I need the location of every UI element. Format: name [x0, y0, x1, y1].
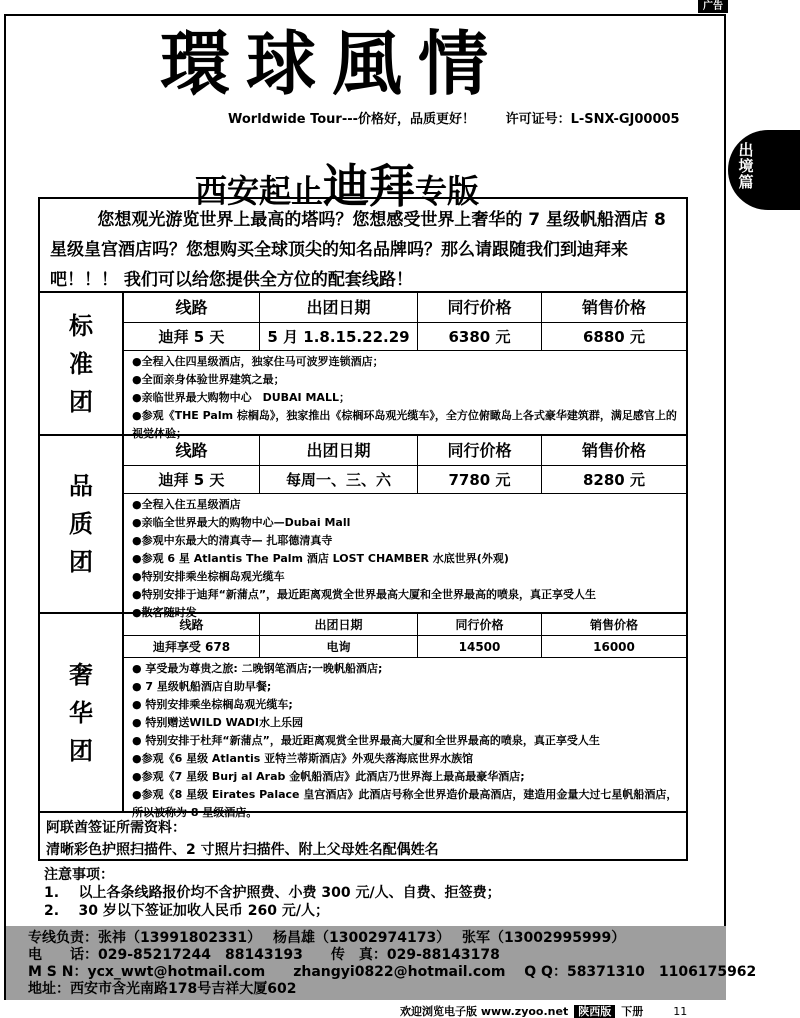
- brand-logo: 環球風情: [160, 22, 504, 105]
- group-label: 奢 华 团: [40, 614, 124, 811]
- page-footer: [400, 1003, 687, 1018]
- section-tab-char: 境: [738, 157, 754, 175]
- section-tab: [728, 130, 800, 210]
- list-item: ●特别安排于迪拜“新蒲点”，最近距离观赏全世界最高大厦和全世界最高的喷泉，真正享受人生: [132, 588, 597, 601]
- table-header: 线路 出团日期 同行价格 销售价格: [124, 293, 686, 323]
- notes-title: 注意事项：: [44, 867, 114, 883]
- page-number: 11: [673, 1005, 688, 1018]
- bullet-list: [132, 660, 678, 822]
- list-item: ●参观《THE Palm 棕榈岛》，独家推出《棕榈环岛观光缆车》，全方位俯瞰岛上各式豪华建筑群，满足感官上的视觉体验；: [132, 409, 677, 440]
- list-item: ●参观《8 星级 Eirates Palace 皇宫酒店》此酒店号称全世界造价最高酒店，建造用金量大过七星帆船酒店，所以被称为 8 星级酒店。: [132, 788, 678, 819]
- contact-msn-qq: M S N：ycx_wwt@hotmail.com zhangyi0822@hotmail.com Q Q：58371310 1106175962: [28, 964, 757, 980]
- notes: [44, 866, 501, 920]
- itinerary-box: [38, 197, 688, 861]
- table-header: 线路 出团日期 同行价格 销售价格: [124, 436, 686, 466]
- list-item: ●参观《6 星级 Atlantis 亚特兰蒂斯酒店》外观失落海底世界水族馆: [132, 752, 474, 765]
- license-number: 许可证号：L-SNX-GJ00005: [505, 112, 680, 127]
- slogan: Worldwide Tour---价格好，品质更好！: [228, 112, 476, 127]
- list-item: ● 7 星级帆船酒店自助早餐;: [132, 680, 272, 693]
- table-row: 迪拜 5 天 每周一、三、六 7780 元 8280 元: [124, 466, 686, 494]
- list-item: ● 特别安排乘坐棕榈岛观光缆车;: [132, 698, 293, 711]
- contact-address: 地址：西安市含光南路178号吉祥大厦602: [28, 981, 297, 997]
- table-row: 迪拜享受 678 电询 14500 16000: [124, 636, 686, 658]
- list-item: ●特别安排乘坐棕榈岛观光缆车: [132, 570, 285, 583]
- section-tab-char: 篇: [738, 173, 754, 191]
- headline-dubai: 迪拜: [323, 159, 416, 213]
- list-item: 1. 以上各条线路报价均不含护照费、小费 300 元/人、自费、拒签费；: [44, 885, 501, 901]
- contact-phone: 电 话：029-85217244 88143193 传 真：029-88143178: [28, 947, 500, 963]
- visa-requirements: [40, 811, 686, 865]
- group-quality: [40, 434, 686, 619]
- section-tab-char: 出: [738, 141, 754, 159]
- list-item: ● 特别赠送WILD WADI水上乐园: [132, 716, 303, 729]
- list-item: ●亲临全世界最大的购物中心—Dubai Mall: [132, 516, 351, 529]
- list-item: ●参观中东最大的清真寺— 扎耶德清真寺: [132, 534, 333, 547]
- contact-managers: 专线负责：张祎（13991802331） 杨昌雄（13002974173） 张军（13002995999）: [28, 930, 626, 946]
- bullet-list: [132, 353, 678, 443]
- visa-title: 阿联酋签证所需资料：: [46, 820, 186, 836]
- ad-tag: 广告: [698, 0, 728, 13]
- headline-pre: 西安起止: [195, 172, 324, 210]
- footer-site: 欢迎浏览电子版 www.zyoo.net: [400, 1005, 569, 1018]
- group-label: 标 准 团: [40, 293, 124, 434]
- bullet-list: [132, 496, 678, 622]
- group-standard: [40, 291, 686, 440]
- list-item: ●散客随时发: [132, 606, 197, 619]
- footer-edition: 陕西版: [574, 1005, 615, 1018]
- table-row: 迪拜 5 天 5 月 1.8.15.22.29 6380 元 6880 元: [124, 323, 686, 351]
- list-item: ●参观《7 星级 Burj al Arab 金帆船酒店》此酒店乃世界海上最高最豪华酒店;: [132, 770, 525, 783]
- list-item: ●全程入住五星级酒店: [132, 498, 241, 511]
- list-item: ●全程入住四星级酒店，独家住马可波罗连锁酒店；: [132, 355, 384, 368]
- visa-text: 清晰彩色护照扫描件、2 寸照片扫描件、附上父母姓名配偶姓名: [46, 842, 439, 858]
- group-label: 品 质 团: [40, 436, 124, 612]
- intro-paragraph: 您想观光游览世界上最高的塔吗？您想感受世界上奢华的 7 星级帆船酒店 8 星级皇宫酒店吗？您想购买全球顶尖的知名品牌吗？那么请跟随我们到迪拜来吧！！！ 我们可以给您提供全方位的配套线路！: [50, 210, 672, 290]
- list-item: 2. 30 岁以下签证加收人民币 260 元/人；: [44, 903, 329, 919]
- slogan-row: [228, 108, 680, 127]
- list-item: ●参观 6 星 Atlantis The Palm 酒店 LOST CHAMBER 水底世界(外观): [132, 552, 509, 565]
- table-header: 线路 出团日期 同行价格 销售价格: [124, 614, 686, 636]
- group-luxury: [40, 612, 686, 819]
- contact-info: [6, 926, 757, 1000]
- list-item: ●全面亲身体验世界建筑之最；: [132, 373, 285, 386]
- list-item: ●亲临世界最大购物中心 DUBAI MALL；: [132, 391, 350, 404]
- list-item: ● 特别安排于杜拜“新蒲点”，最近距离观赏全世界最高大厦和全世界最高的喷泉，真正享受人生: [132, 734, 600, 747]
- list-item: ● 享受最为尊贵之旅: 二晚钢笔酒店;一晚帆船酒店;: [132, 662, 383, 675]
- footer-volume: 下册: [621, 1005, 644, 1018]
- headline-post: 专版: [415, 172, 480, 210]
